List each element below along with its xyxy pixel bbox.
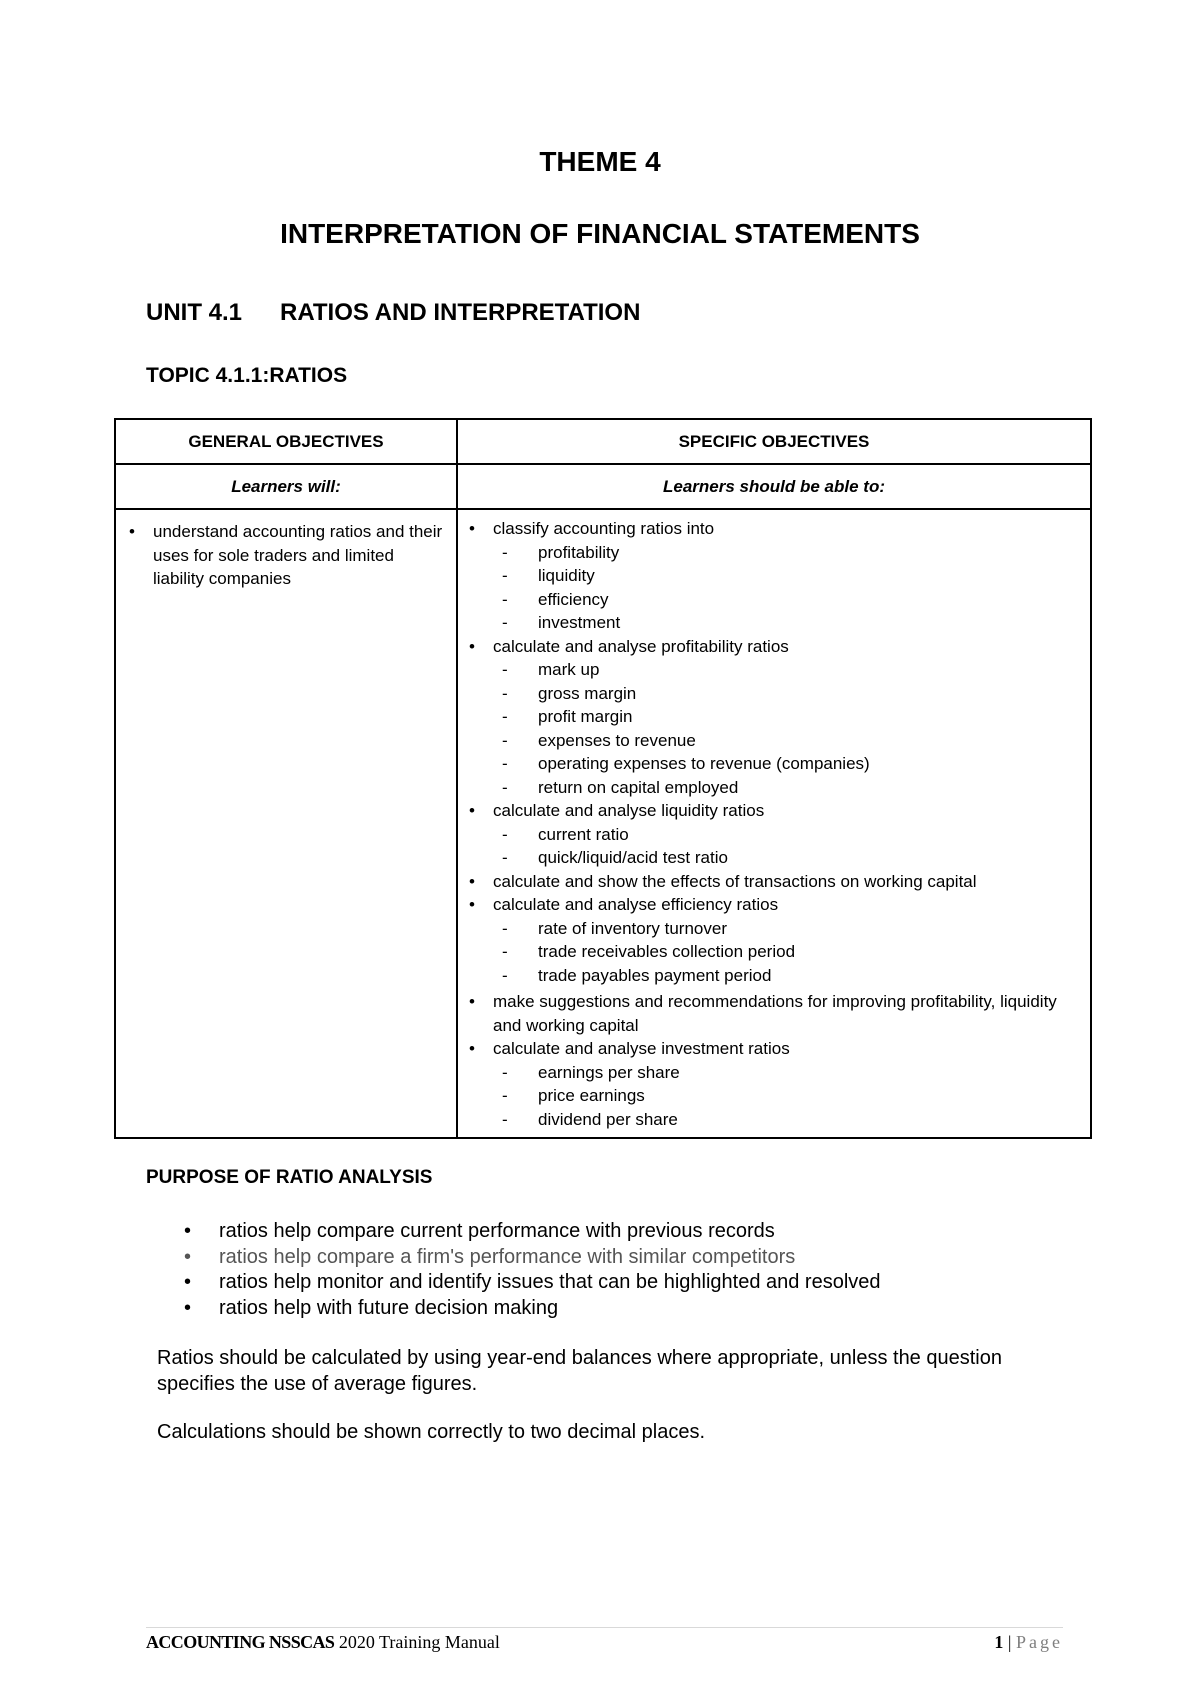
dash-marker: -	[502, 777, 508, 797]
dash-marker: -	[502, 1086, 508, 1105]
specific-objective-subitem	[464, 658, 1084, 682]
specific-objective-text: calculate and analyse efficiency ratios	[493, 895, 779, 914]
dash-marker: -	[502, 589, 508, 609]
footer-page-info	[760, 1632, 1063, 1653]
specific-objectives-cell	[457, 509, 1091, 1138]
purpose-text: ratios help with future decision making	[219, 1296, 559, 1319]
subitem-text: trade receivables collection period	[538, 942, 796, 961]
subitem-text: efficiency	[538, 589, 609, 609]
purpose-heading: PURPOSE OF RATIO ANALYSIS	[146, 1167, 433, 1188]
purpose-text: ratios help compare current performance with previous records	[219, 1220, 775, 1242]
specific-objective-item	[464, 517, 1084, 541]
dash-marker: -	[502, 965, 508, 985]
specific-objective-subitem	[464, 564, 1084, 588]
theme-heading: THEME 4	[539, 146, 661, 177]
dash-marker: -	[502, 918, 508, 938]
subitem-text: mark up	[538, 660, 600, 679]
bullet-icon: •	[469, 1039, 475, 1058]
bullet-icon: •	[469, 992, 475, 1011]
dash-marker: -	[502, 542, 508, 562]
purpose-item	[146, 1270, 881, 1296]
specific-objective-item	[464, 870, 1084, 894]
subitem-text: quick/liquid/acid test ratio	[538, 848, 728, 867]
purpose-item	[146, 1245, 881, 1271]
specific-objective-subitem	[464, 940, 1084, 964]
bullet-icon: •	[469, 895, 475, 914]
table-body-row	[115, 509, 1091, 1138]
document-title: INTERPRETATION OF FINANCIAL STATEMENTS	[280, 218, 920, 249]
subitem-text: investment	[538, 613, 621, 632]
specific-objective-subitem	[464, 776, 1084, 800]
subitem-text: price earnings	[538, 1086, 645, 1105]
general-objectives-list	[116, 510, 456, 599]
bullet-icon: •	[469, 801, 475, 820]
topic-heading: TOPIC 4.1.1:RATIOS	[146, 364, 348, 387]
specific-objective-subitem	[464, 682, 1084, 706]
specific-objective-text: calculate and analyse investment ratios	[493, 1039, 790, 1058]
bullet-icon: •	[184, 1271, 192, 1293]
specific-objective-subitem	[464, 823, 1084, 847]
specific-objective-item	[464, 635, 1084, 659]
dash-marker: -	[502, 660, 508, 679]
specific-objective-subitem	[464, 846, 1084, 870]
dash-marker: -	[502, 613, 508, 632]
dash-marker: -	[502, 1062, 508, 1082]
paragraph-decimal-places: Calculations should be shown correctly to two decimal places.	[157, 1421, 706, 1443]
specific-objective-subitem	[464, 588, 1084, 612]
general-objectives-cell	[115, 509, 457, 1138]
purpose-text: ratios help compare a firm's performance with similar competitors	[219, 1245, 796, 1268]
purpose-list	[146, 1219, 881, 1321]
dash-marker: -	[502, 730, 508, 750]
specific-objective-text: make suggestions and recommendations for improving profitability, liquidity and working capital	[493, 992, 1057, 1035]
dash-marker: -	[502, 824, 508, 844]
dash-marker: -	[502, 754, 508, 773]
specific-objective-subitem	[464, 1061, 1084, 1085]
general-objective-text: understand accounting ratios and their uses for sole traders and limited liability companies	[153, 522, 443, 588]
header-general-objectives: GENERAL OBJECTIVES	[115, 419, 457, 464]
dash-marker: -	[502, 1109, 508, 1129]
purpose-item	[146, 1219, 881, 1245]
footer-divider	[146, 1627, 1063, 1628]
subitem-text: rate of inventory turnover	[538, 918, 727, 938]
purpose-text: ratios help monitor and identify issues that can be highlighted and resolved	[219, 1271, 881, 1293]
subitem-text: profit margin	[538, 707, 633, 726]
specific-objectives-list	[458, 510, 1090, 1137]
subitem-text: gross margin	[538, 683, 637, 703]
dash-marker: -	[502, 566, 508, 585]
specific-objective-subitem	[464, 541, 1084, 565]
header-specific-objectives: SPECIFIC OBJECTIVES	[457, 419, 1091, 464]
subheader-learners-will: Learners will:	[115, 464, 457, 509]
subitem-text: operating expenses to revenue (companies)	[538, 754, 870, 773]
specific-objective-text: calculate and analyse profitability ratios	[493, 636, 789, 656]
table-subheader-row	[115, 464, 1091, 509]
page-label: Page	[1016, 1632, 1063, 1652]
specific-objective-text: classify accounting ratios into	[493, 519, 715, 538]
specific-objective-subitem	[464, 917, 1084, 941]
dash-marker: -	[502, 848, 508, 867]
page-separator: |	[1003, 1632, 1016, 1652]
specific-objective-item	[464, 1037, 1084, 1061]
specific-objective-item	[464, 990, 1084, 1037]
specific-objective-subitem	[464, 752, 1084, 776]
objectives-table	[114, 418, 1092, 1139]
subitem-text: trade payables payment period	[538, 965, 772, 985]
specific-objective-subitem	[464, 611, 1084, 635]
subitem-text: earnings per share	[538, 1062, 680, 1082]
specific-objective-text: calculate and analyse liquidity ratios	[493, 801, 765, 820]
dash-marker: -	[502, 707, 508, 726]
specific-objective-item	[464, 893, 1084, 917]
specific-objective-subitem	[464, 705, 1084, 729]
specific-objective-subitem	[464, 1084, 1084, 1108]
unit-name: RATIOS AND INTERPRETATION	[280, 299, 641, 326]
specific-objective-subitem	[464, 964, 1084, 988]
page-number: 1	[994, 1632, 1004, 1652]
purpose-item	[146, 1296, 881, 1322]
subitem-text: expenses to revenue	[538, 730, 696, 750]
bullet-icon: •	[469, 636, 475, 656]
subitem-text: dividend per share	[538, 1109, 678, 1129]
specific-objective-subitem	[464, 1108, 1084, 1132]
subitem-text: current ratio	[538, 824, 629, 844]
footer-subject: ACCOUNTING NSSCAS	[146, 1632, 335, 1652]
unit-heading	[146, 299, 641, 327]
table-header-row	[115, 419, 1091, 464]
bullet-icon: •	[469, 871, 475, 891]
specific-objective-item	[464, 799, 1084, 823]
specific-objective-subitem	[464, 729, 1084, 753]
dash-marker: -	[502, 942, 508, 961]
general-objective-item	[124, 520, 448, 591]
dash-marker: -	[502, 683, 508, 703]
bullet-icon: •	[129, 522, 135, 541]
bullet-icon: •	[469, 519, 475, 538]
bullet-icon: •	[184, 1220, 192, 1242]
subheader-learners-should: Learners should be able to:	[457, 464, 1091, 509]
paragraph-year-end-balances: Ratios should be calculated by using year-end balances where appropriate, unless the question specifies the use of average figures.	[157, 1347, 1002, 1395]
specific-objective-text: calculate and show the effects of transactions on working capital	[493, 871, 977, 891]
footer-manual-name: 2020 Training Manual	[334, 1632, 500, 1652]
bullet-icon: •	[184, 1296, 192, 1319]
subitem-text: liquidity	[538, 566, 595, 585]
footer-manual-title	[146, 1632, 500, 1653]
unit-number: UNIT 4.1	[146, 299, 243, 326]
subitem-text: return on capital employed	[538, 777, 739, 797]
bullet-icon: •	[184, 1245, 192, 1268]
subitem-text: profitability	[538, 542, 620, 562]
